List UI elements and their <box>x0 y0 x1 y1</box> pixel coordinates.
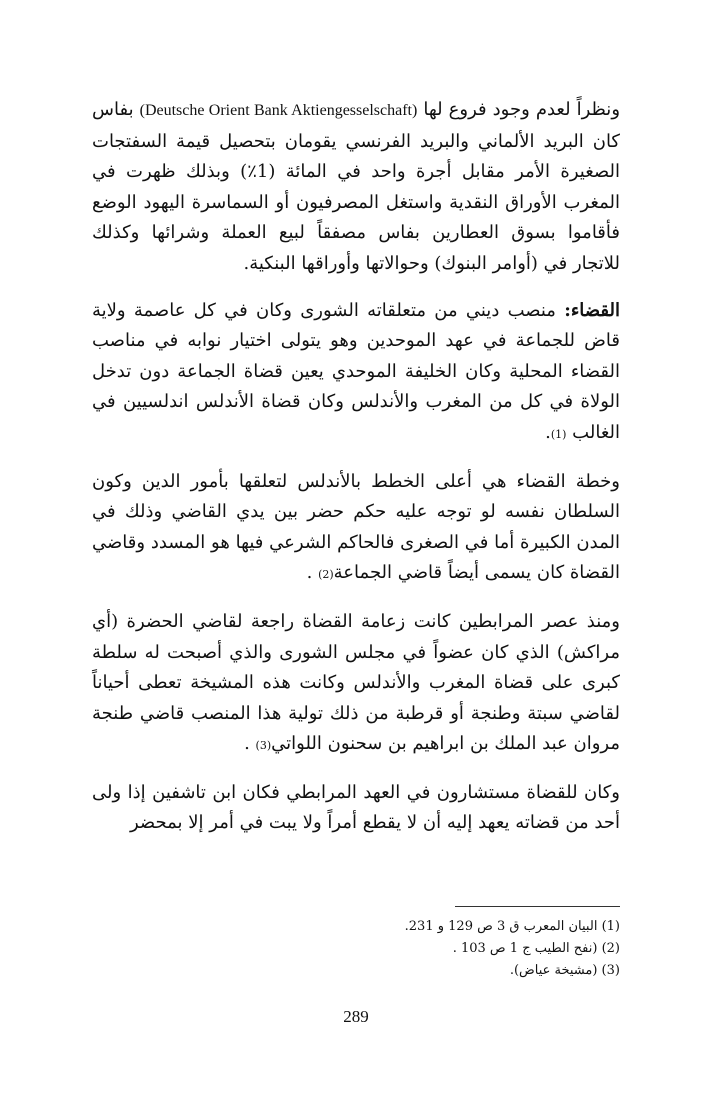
paragraph-1-text-a: ونظراً لعدم وجود فروع لها <box>417 99 621 120</box>
paragraph-4 <box>92 607 620 762</box>
paragraph-5 <box>92 778 620 839</box>
footnote-1: (1) البيان المعرب ق 3 ص 129 و 231. <box>404 919 620 934</box>
page-number: 289 <box>343 1007 369 1026</box>
footnote-divider <box>455 906 620 907</box>
paragraph-3 <box>92 467 620 591</box>
paragraph-3-text: وخطة القضاء هي أعلى الخطط بالأندلس لتعلقها بأمور الدين وكون السلطان نفسه لو توجه عليه حكم حضر بين يدي القاضي وذلك في المدن الكبيرة أما في الصغرى فالحاكم الشرعي فيها هو المسدد وقاضي القضاة كان يسمى أيضاً قاضي الجماعة <box>92 470 620 584</box>
bank-name-latin: (Deutsche Orient Bank Aktiengesselschaft) <box>139 102 418 119</box>
paragraph-2 <box>92 296 620 451</box>
paragraph-2-lead-term: القضاء: <box>564 299 620 321</box>
footnote-3: (3) (مشيخة عياض). <box>509 963 620 978</box>
paragraph-2-tail: . <box>545 421 551 443</box>
paragraph-4-text: ومنذ عصر المرابطين كانت زعامة القضاة راجعة لقاضي الحضرة (أي مراكش) الذي كان عضواً في مجلس الشورى والذي أصبحت له سلطة كبرى على قضاة المغرب والأندلس وكانت هذه المشيخة تعطى أحياناً لقاضي سبتة وطنجة أو قرطبة من ذلك تولية هذا المنصب قاضي طنجة مروان عبد الملك بن ابراهيم بن سحنون اللواتي <box>92 610 621 755</box>
footnote-2: (2) (نفح الطيب ج 1 ص 103 . <box>452 941 620 956</box>
paragraph-4-tail: . <box>244 733 256 755</box>
paragraph-1 <box>92 95 620 280</box>
footnotes-section <box>92 906 620 982</box>
paragraph-2-text: منصب ديني من متعلقاته الشورى وكان في كل عاصمة ولاية قاض للجماعة في عهد الموحدين وهو يتولى اختيار نوابه في مناصب القضاء المحلية وكان الخليفة الموحدي يعين قضاة الجماعة دون تدخل الولاة في كل من المغرب والأندلس وكان قضاة الأندلس اندلسيين في الغالب <box>92 299 620 443</box>
book-page <box>92 95 620 1055</box>
paragraph-1-text-b: بفاس كان البريد الألماني والبريد الفرنسي يقومان بتحصيل قيمة السفتجات الصغيرة الأمر مقابل أجرة واحد في المائة (1٪) وبذلك ظهرت في المغرب الأوراق النقدية واستغل المصرفيون أو السماسرة اليهود الوضع فأقاموا بسوق العطارين بفاس مصفقاً لبيع العملة وشرائها وكذلك للاتجار في (أوامر البنوك) وحوالاتها وأوراقها البنكية. <box>92 99 620 274</box>
footnote-ref-1: (1) <box>550 427 567 441</box>
footnote-ref-2: (2) <box>318 568 334 582</box>
paragraph-5-text: وكان للقضاة مستشارون في العهد المرابطي فكان ابن تاشفين إذا ولى أحد من قضاته يعهد إليه أن لا يقطع أمراً ولا يبت في أمر إلا بمحضر <box>92 781 620 834</box>
footnote-ref-3: (3) <box>255 739 272 753</box>
paragraph-3-tail: . <box>306 562 319 584</box>
